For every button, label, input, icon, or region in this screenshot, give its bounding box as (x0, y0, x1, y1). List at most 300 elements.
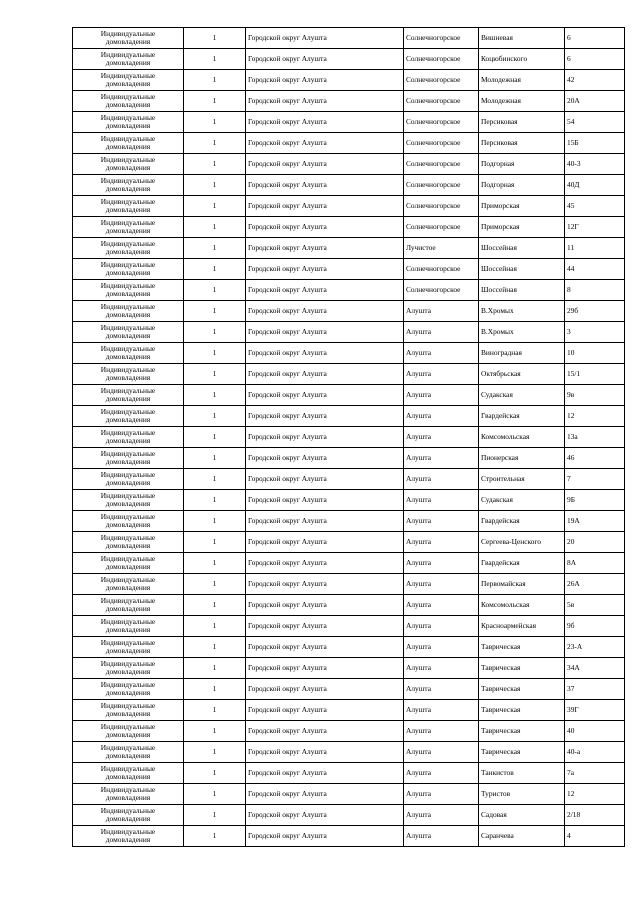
building-type-text: Индивидуальные (100, 575, 156, 584)
building-type-text: домовладения (105, 688, 151, 697)
cell-locality: Солнечногорское (404, 133, 479, 154)
cell-building-type (73, 385, 184, 406)
cell-building-type (73, 784, 184, 805)
building-type-text: домовладения (105, 79, 151, 88)
cell-locality: Алушта (404, 637, 479, 658)
table-row (73, 280, 625, 301)
building-type-text: Индивидуальные (100, 428, 156, 437)
building-type-text: Индивидуальные (100, 701, 156, 710)
cell-locality: Алушта (404, 721, 479, 742)
building-type-text: Индивидуальные (100, 659, 156, 668)
cell-house-number: 13а (565, 427, 625, 448)
cell-district: Городской округ Алушта (246, 763, 404, 784)
cell-count: 1 (184, 133, 246, 154)
building-type-text: Индивидуальные (100, 638, 156, 647)
cell-building-type (73, 301, 184, 322)
cell-building-type (73, 469, 184, 490)
cell-district: Городской округ Алушта (246, 259, 404, 280)
cell-street: Таврическая (479, 700, 565, 721)
building-type-text: Индивидуальные (100, 386, 156, 395)
building-type-text: Индивидуальные (100, 722, 156, 731)
building-type-text: Индивидуальные (100, 344, 156, 353)
building-type-text: Индивидуальные (100, 113, 156, 122)
building-type-text: Индивидуальные (100, 806, 156, 815)
cell-district: Городской округ Алушта (246, 679, 404, 700)
cell-district: Городской округ Алушта (246, 595, 404, 616)
table-row (73, 322, 625, 343)
cell-house-number: 20А (565, 91, 625, 112)
building-type-text: домовладения (105, 121, 151, 130)
table-row (73, 70, 625, 91)
cell-count: 1 (184, 364, 246, 385)
cell-district: Городской округ Алушта (246, 406, 404, 427)
table-row (73, 784, 625, 805)
cell-building-type (73, 175, 184, 196)
cell-district: Городской округ Алушта (246, 154, 404, 175)
cell-locality: Алушта (404, 301, 479, 322)
cell-count: 1 (184, 175, 246, 196)
cell-street: Гвардейская (479, 553, 565, 574)
cell-street: Комсомольская (479, 427, 565, 448)
building-type-text: Индивидуальные (100, 323, 156, 332)
cell-district: Городской округ Алушта (246, 364, 404, 385)
cell-building-type (73, 511, 184, 532)
cell-house-number: 12 (565, 406, 625, 427)
building-type-text: домовладения (105, 562, 151, 571)
table-row (73, 763, 625, 784)
cell-building-type (73, 49, 184, 70)
cell-house-number: 15Б (565, 133, 625, 154)
cell-street: Таврическая (479, 742, 565, 763)
building-type-text: домовладения (105, 184, 151, 193)
cell-district: Городской округ Алушта (246, 784, 404, 805)
table-row (73, 616, 625, 637)
building-type-text: Индивидуальные (100, 29, 156, 38)
cell-locality: Алушта (404, 343, 479, 364)
cell-district: Городской округ Алушта (246, 658, 404, 679)
building-type-text: Индивидуальные (100, 302, 156, 311)
cell-locality: Алушта (404, 469, 479, 490)
building-type-text: домовладения (105, 772, 151, 781)
address-table (72, 27, 625, 847)
cell-district: Городской округ Алушта (246, 175, 404, 196)
cell-building-type (73, 154, 184, 175)
cell-count: 1 (184, 637, 246, 658)
cell-house-number: 8 (565, 280, 625, 301)
cell-street: Судакская (479, 385, 565, 406)
cell-building-type (73, 217, 184, 238)
building-type-text: Индивидуальные (100, 680, 156, 689)
building-type-text: домовладения (105, 751, 151, 760)
cell-house-number: 54 (565, 112, 625, 133)
table-row (73, 196, 625, 217)
building-type-text: Индивидуальные (100, 239, 156, 248)
cell-street: Сергеева-Ценского (479, 532, 565, 553)
cell-locality: Солнечногорское (404, 217, 479, 238)
cell-count: 1 (184, 322, 246, 343)
cell-building-type (73, 805, 184, 826)
cell-house-number: 40-а (565, 742, 625, 763)
cell-locality: Алушта (404, 679, 479, 700)
table-row (73, 721, 625, 742)
cell-district: Городской округ Алушта (246, 70, 404, 91)
cell-building-type (73, 595, 184, 616)
building-type-text: домовладения (105, 667, 151, 676)
cell-building-type (73, 238, 184, 259)
cell-district: Городской округ Алушта (246, 532, 404, 553)
cell-building-type (73, 721, 184, 742)
cell-district: Городской округ Алушта (246, 217, 404, 238)
building-type-text: Индивидуальные (100, 596, 156, 605)
table-row (73, 427, 625, 448)
cell-locality: Алушта (404, 490, 479, 511)
cell-house-number: 20 (565, 532, 625, 553)
cell-building-type (73, 259, 184, 280)
cell-building-type (73, 574, 184, 595)
cell-house-number: 3 (565, 322, 625, 343)
table-row (73, 805, 625, 826)
cell-locality: Алушта (404, 700, 479, 721)
building-type-text: Индивидуальные (100, 50, 156, 59)
cell-street: Комсомольская (479, 595, 565, 616)
cell-district: Городской округ Алушта (246, 280, 404, 301)
cell-locality: Алушта (404, 784, 479, 805)
cell-count: 1 (184, 679, 246, 700)
cell-count: 1 (184, 511, 246, 532)
cell-count: 1 (184, 448, 246, 469)
building-type-text: Индивидуальные (100, 449, 156, 458)
building-type-text: домовладения (105, 436, 151, 445)
cell-district: Городской округ Алушта (246, 196, 404, 217)
building-type-text: домовладения (105, 625, 151, 634)
cell-building-type (73, 364, 184, 385)
cell-street: Виноградная (479, 343, 565, 364)
building-type-text: Индивидуальные (100, 218, 156, 227)
table-row (73, 112, 625, 133)
cell-locality: Алушта (404, 826, 479, 847)
cell-count: 1 (184, 742, 246, 763)
cell-district: Городской округ Алушта (246, 490, 404, 511)
building-type-text: Индивидуальные (100, 533, 156, 542)
building-type-text: Индивидуальные (100, 743, 156, 752)
cell-count: 1 (184, 763, 246, 784)
cell-street: Подгорная (479, 175, 565, 196)
cell-count: 1 (184, 658, 246, 679)
cell-house-number: 23-А (565, 637, 625, 658)
cell-building-type (73, 28, 184, 49)
cell-district: Городской округ Алушта (246, 469, 404, 490)
building-type-text: домовладения (105, 373, 151, 382)
cell-locality: Солнечногорское (404, 49, 479, 70)
cell-house-number: 39Г (565, 700, 625, 721)
cell-street: Гвардейская (479, 406, 565, 427)
cell-house-number: 46 (565, 448, 625, 469)
building-type-text: домовладения (105, 226, 151, 235)
table-row (73, 826, 625, 847)
cell-house-number: 15/1 (565, 364, 625, 385)
building-type-text: домовладения (105, 457, 151, 466)
cell-count: 1 (184, 112, 246, 133)
table-row (73, 679, 625, 700)
cell-district: Городской округ Алушта (246, 511, 404, 532)
cell-count: 1 (184, 238, 246, 259)
cell-district: Городской округ Алушта (246, 637, 404, 658)
cell-house-number: 9б (565, 616, 625, 637)
building-type-text: домовладения (105, 541, 151, 550)
building-type-text: домовладения (105, 100, 151, 109)
building-type-text: домовладения (105, 730, 151, 739)
building-type-text: домовладения (105, 793, 151, 802)
cell-count: 1 (184, 406, 246, 427)
cell-locality: Солнечногорское (404, 70, 479, 91)
cell-district: Городской округ Алушта (246, 385, 404, 406)
cell-count: 1 (184, 616, 246, 637)
cell-count: 1 (184, 301, 246, 322)
building-type-text: домовладения (105, 646, 151, 655)
cell-street: Коцюбинского (479, 49, 565, 70)
document-page (72, 27, 625, 847)
cell-house-number: 37 (565, 679, 625, 700)
building-type-text: Индивидуальные (100, 155, 156, 164)
cell-count: 1 (184, 49, 246, 70)
building-type-text: Индивидуальные (100, 134, 156, 143)
building-type-text: домовладения (105, 604, 151, 613)
cell-house-number: 19А (565, 511, 625, 532)
building-type-text: домовладения (105, 478, 151, 487)
table-row (73, 364, 625, 385)
cell-locality: Солнечногорское (404, 154, 479, 175)
cell-count: 1 (184, 826, 246, 847)
cell-building-type (73, 406, 184, 427)
table-row (73, 511, 625, 532)
table-row (73, 217, 625, 238)
cell-building-type (73, 553, 184, 574)
cell-locality: Алушта (404, 532, 479, 553)
table-row (73, 343, 625, 364)
cell-building-type (73, 322, 184, 343)
cell-count: 1 (184, 805, 246, 826)
building-type-text: домовладения (105, 163, 151, 172)
cell-building-type (73, 658, 184, 679)
table-row (73, 175, 625, 196)
cell-count: 1 (184, 700, 246, 721)
cell-street: Красноармейская (479, 616, 565, 637)
building-type-text: домовладения (105, 415, 151, 424)
cell-locality: Алушта (404, 406, 479, 427)
cell-building-type (73, 637, 184, 658)
building-type-text: домовладения (105, 310, 151, 319)
building-type-text: домовладения (105, 331, 151, 340)
cell-street: Танкистов (479, 763, 565, 784)
cell-house-number: 6 (565, 28, 625, 49)
table-row (73, 133, 625, 154)
table-row (73, 700, 625, 721)
cell-house-number: 10 (565, 343, 625, 364)
cell-locality: Алушта (404, 742, 479, 763)
cell-street: В.Хромых (479, 322, 565, 343)
cell-street: Пионерская (479, 448, 565, 469)
cell-count: 1 (184, 385, 246, 406)
cell-street: Садовая (479, 805, 565, 826)
cell-street: Таврическая (479, 637, 565, 658)
cell-locality: Алушта (404, 574, 479, 595)
cell-locality: Солнечногорское (404, 112, 479, 133)
building-type-text: домовладения (105, 352, 151, 361)
cell-house-number: 4 (565, 826, 625, 847)
cell-locality: Алушта (404, 322, 479, 343)
cell-locality: Алушта (404, 805, 479, 826)
cell-building-type (73, 763, 184, 784)
cell-locality: Лучистое (404, 238, 479, 259)
cell-count: 1 (184, 196, 246, 217)
cell-building-type (73, 70, 184, 91)
cell-building-type (73, 700, 184, 721)
cell-count: 1 (184, 259, 246, 280)
cell-district: Городской округ Алушта (246, 616, 404, 637)
cell-house-number: 40-3 (565, 154, 625, 175)
cell-locality: Алушта (404, 553, 479, 574)
cell-house-number: 9Б (565, 490, 625, 511)
cell-building-type (73, 91, 184, 112)
cell-locality: Солнечногорское (404, 91, 479, 112)
cell-building-type (73, 532, 184, 553)
cell-street: Гвардейская (479, 511, 565, 532)
table-row (73, 490, 625, 511)
cell-street: Молодежная (479, 70, 565, 91)
cell-district: Городской округ Алушта (246, 805, 404, 826)
cell-count: 1 (184, 217, 246, 238)
cell-building-type (73, 427, 184, 448)
building-type-text: Индивидуальные (100, 71, 156, 80)
cell-locality: Солнечногорское (404, 196, 479, 217)
cell-building-type (73, 826, 184, 847)
table-row (73, 259, 625, 280)
cell-street: Строительная (479, 469, 565, 490)
cell-count: 1 (184, 343, 246, 364)
cell-district: Городской округ Алушта (246, 238, 404, 259)
table-row (73, 595, 625, 616)
cell-street: В.Хромых (479, 301, 565, 322)
table-row (73, 154, 625, 175)
building-type-text: домовладения (105, 709, 151, 718)
building-type-text: домовладения (105, 37, 151, 46)
cell-district: Городской округ Алушта (246, 427, 404, 448)
cell-count: 1 (184, 490, 246, 511)
cell-building-type (73, 616, 184, 637)
cell-district: Городской округ Алушта (246, 721, 404, 742)
building-type-text: Индивидуальные (100, 617, 156, 626)
table-row (73, 637, 625, 658)
cell-building-type (73, 280, 184, 301)
building-type-text: Индивидуальные (100, 92, 156, 101)
cell-locality: Алушта (404, 616, 479, 637)
table-row (73, 448, 625, 469)
cell-house-number: 9в (565, 385, 625, 406)
cell-street: Приморская (479, 196, 565, 217)
building-type-text: домовладения (105, 247, 151, 256)
cell-street: Шоссейная (479, 259, 565, 280)
cell-street: Персиковая (479, 133, 565, 154)
building-type-text: домовладения (105, 394, 151, 403)
building-type-text: Индивидуальные (100, 176, 156, 185)
cell-locality: Алушта (404, 448, 479, 469)
cell-district: Городской округ Алушта (246, 700, 404, 721)
cell-house-number: 34А (565, 658, 625, 679)
building-type-text: Индивидуальные (100, 197, 156, 206)
cell-district: Городской округ Алушта (246, 574, 404, 595)
cell-house-number: 11 (565, 238, 625, 259)
building-type-text: домовладения (105, 58, 151, 67)
table-row (73, 301, 625, 322)
cell-locality: Солнечногорское (404, 28, 479, 49)
building-type-text: домовладения (105, 142, 151, 151)
cell-street: Приморская (479, 217, 565, 238)
cell-count: 1 (184, 532, 246, 553)
cell-street: Таврическая (479, 679, 565, 700)
building-type-text: Индивидуальные (100, 491, 156, 500)
cell-building-type (73, 133, 184, 154)
cell-count: 1 (184, 469, 246, 490)
table-row (73, 49, 625, 70)
building-type-text: домовладения (105, 268, 151, 277)
cell-house-number: 2/18 (565, 805, 625, 826)
cell-count: 1 (184, 28, 246, 49)
cell-locality: Солнечногорское (404, 175, 479, 196)
cell-locality: Алушта (404, 595, 479, 616)
cell-locality: Алушта (404, 385, 479, 406)
building-type-text: Индивидуальные (100, 554, 156, 563)
building-type-text: домовладения (105, 814, 151, 823)
building-type-text: домовладения (105, 520, 151, 529)
cell-street: Шоссейная (479, 280, 565, 301)
building-type-text: Индивидуальные (100, 407, 156, 416)
building-type-text: Индивидуальные (100, 512, 156, 521)
cell-house-number: 40Д (565, 175, 625, 196)
cell-district: Городской округ Алушта (246, 322, 404, 343)
address-table-body (73, 28, 625, 847)
cell-count: 1 (184, 427, 246, 448)
cell-district: Городской округ Алушта (246, 133, 404, 154)
cell-building-type (73, 112, 184, 133)
cell-district: Городской округ Алушта (246, 301, 404, 322)
cell-house-number: 26А (565, 574, 625, 595)
cell-count: 1 (184, 721, 246, 742)
table-row (73, 28, 625, 49)
building-type-text: домовладения (105, 499, 151, 508)
cell-building-type (73, 742, 184, 763)
cell-building-type (73, 448, 184, 469)
cell-house-number: 8А (565, 553, 625, 574)
building-type-text: Индивидуальные (100, 281, 156, 290)
cell-count: 1 (184, 595, 246, 616)
cell-house-number: 6 (565, 49, 625, 70)
cell-district: Городской округ Алушта (246, 826, 404, 847)
cell-count: 1 (184, 280, 246, 301)
cell-house-number: 5в (565, 595, 625, 616)
cell-count: 1 (184, 553, 246, 574)
building-type-text: Индивидуальные (100, 785, 156, 794)
cell-locality: Алушта (404, 658, 479, 679)
building-type-text: Индивидуальные (100, 365, 156, 374)
cell-count: 1 (184, 154, 246, 175)
cell-locality: Алушта (404, 364, 479, 385)
cell-house-number: 45 (565, 196, 625, 217)
cell-street: Судакская (479, 490, 565, 511)
cell-district: Городской округ Алушта (246, 553, 404, 574)
table-row (73, 469, 625, 490)
cell-building-type (73, 343, 184, 364)
table-row (73, 91, 625, 112)
